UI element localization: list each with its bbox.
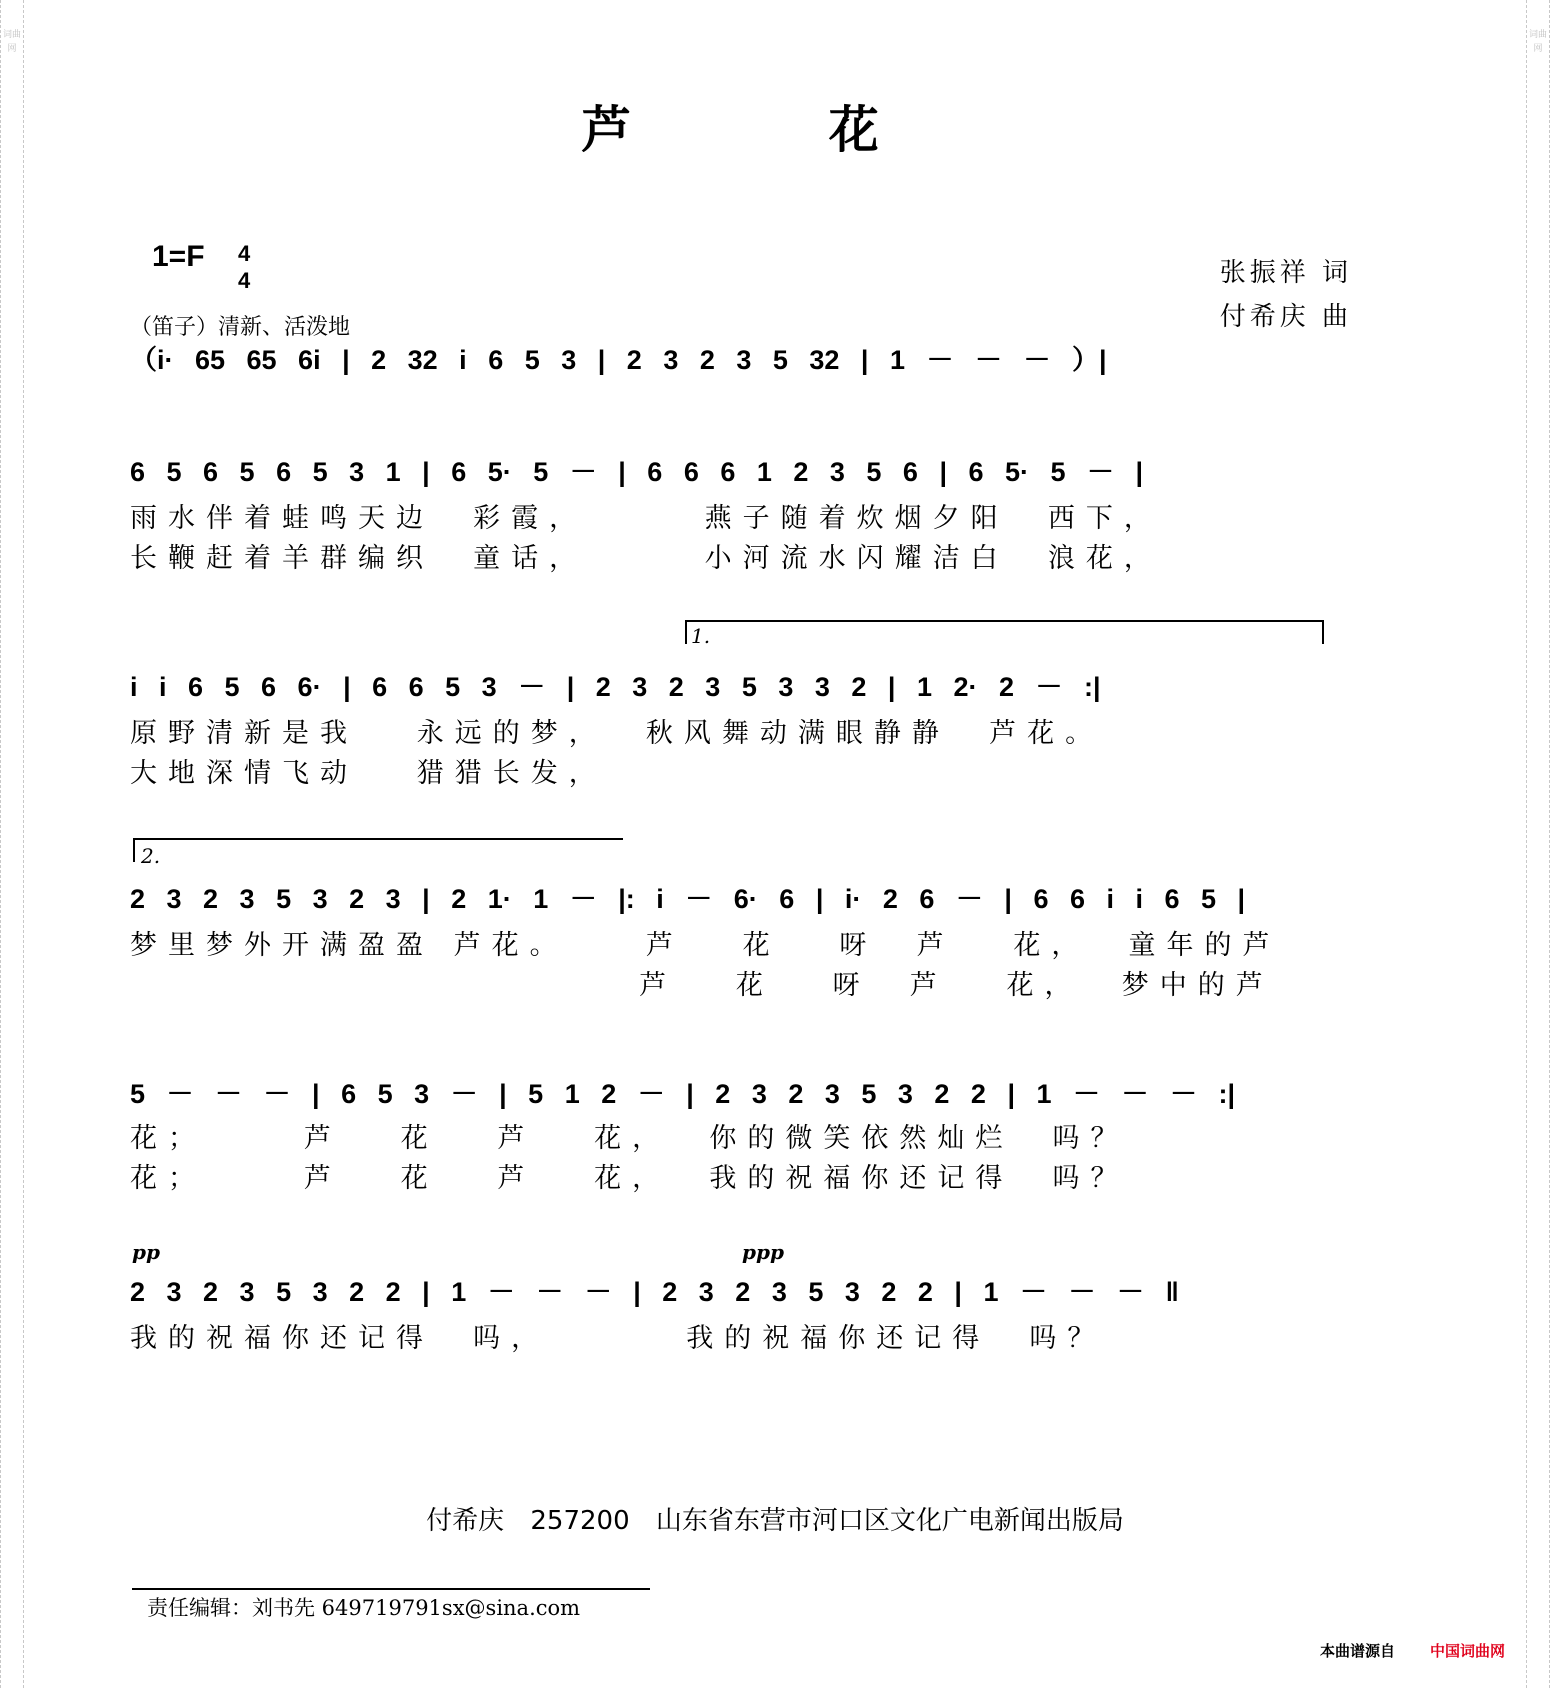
lyric-verse-2: 花； 芦 花 芦 花， 我的祝福你还记得 吗？ [130, 1163, 1129, 1194]
jianpu-notes: i i 6 5 6 6· | 6 6 5 3 － | 2 3 2 3 5 3 3 2 | 1 2· 2 － :| [130, 672, 1101, 702]
editor-credit: 责任编辑：刘书先 649719791sx@sina.com [147, 1596, 581, 1620]
lyric-verse-1: 梦里梦外开满盈盈 芦花。 芦 花 呀 芦 花， 童年的芦 [130, 930, 1281, 961]
second-ending-mark: 2. [141, 844, 161, 868]
lyric-verse-1: 雨水伴着蛙鸣天边 彩霞， 燕子随着炊烟夕阳 西下， [130, 503, 1162, 534]
tempo-marking: （笛子）清新、活泼地 [130, 315, 351, 340]
lyric-verse-1: 原野清新是我 永远的梦， 秋风舞动满眼静静 芦花。 [130, 718, 1104, 749]
time-signature [238, 240, 250, 294]
side-watermark: 词曲网 [1528, 30, 1547, 54]
notation-line [130, 450, 1430, 500]
notation-line [130, 1270, 1430, 1320]
second-ending-bracket [133, 838, 623, 868]
lyric-verse-1: 花； 芦 花 芦 花， 你的微笑依然灿烂 吗？ [130, 1123, 1129, 1154]
dynamic-ppp: ppp [742, 1240, 784, 1264]
composer-credit: 付希庆 曲 [1219, 302, 1352, 332]
side-watermark: 词曲网 [2, 30, 21, 54]
lyric-verse-2: 大地深情飞动 猎猎长发， [130, 758, 607, 789]
right-watermark-strip [1526, 0, 1550, 1688]
notation-line [130, 338, 1430, 388]
lyricist-credit: 张振祥 词 [1219, 258, 1352, 288]
notation-line [130, 1072, 1430, 1122]
notation-line [130, 877, 1430, 927]
song-title: 芦 花 [581, 100, 969, 159]
lyric-verse-2: 长鞭赶着羊群编织 童话， 小河流水闪耀洁白 浪花， [130, 543, 1162, 574]
jianpu-notes: 5 － － － | 6 5 3 － | 5 1 2 － | 2 3 2 3 5 3 2 2 | 1 － － － :| [130, 1079, 1236, 1109]
lyric-verse-2: 芦 花 呀 芦 花， 梦中的芦 [130, 970, 1274, 1001]
time-top: 4 [238, 241, 251, 266]
lyric-verse-1: 我的祝福你还记得 吗， 我的祝福你还记得 吗？ [130, 1323, 1106, 1354]
key-signature: 1=F [152, 240, 205, 273]
contact-credit: 付希庆 257200 山东省东营市河口区文化广电新闻出版局 [426, 1506, 1124, 1536]
jianpu-notes: 2 3 2 3 5 3 2 3 | 2 1· 1 － |: i － 6· 6 | i· 2 6 － | 6 6 i i 6 5 | [130, 884, 1246, 914]
time-bottom: 4 [238, 268, 251, 293]
first-ending-bracket [685, 620, 1324, 648]
first-ending-mark: 1. [691, 624, 711, 648]
jianpu-notes: （i· 65 65 6i | 2 32 i 6 5 3 | 2 3 2 3 5 32 | 1 － － － ）| [130, 345, 1107, 375]
notation-line [130, 665, 1430, 715]
jianpu-notes: 2 3 2 3 5 3 2 2 | 1 － － － | 2 3 2 3 5 3 2 2 | 1 － － － ‖ [130, 1277, 1179, 1307]
jianpu-notes: 6 5 6 5 6 5 3 1 | 6 5· 5 － | 6 6 6 1 2 3 5 6 | 6 5· 5 － | [130, 457, 1144, 487]
source-site-link[interactable]: 中国词曲网 [1430, 1642, 1506, 1660]
dynamic-pp: pp [132, 1240, 160, 1264]
source-label: 本曲谱源自 [1320, 1642, 1396, 1660]
editor-divider [132, 1588, 650, 1590]
left-watermark-strip [0, 0, 24, 1688]
